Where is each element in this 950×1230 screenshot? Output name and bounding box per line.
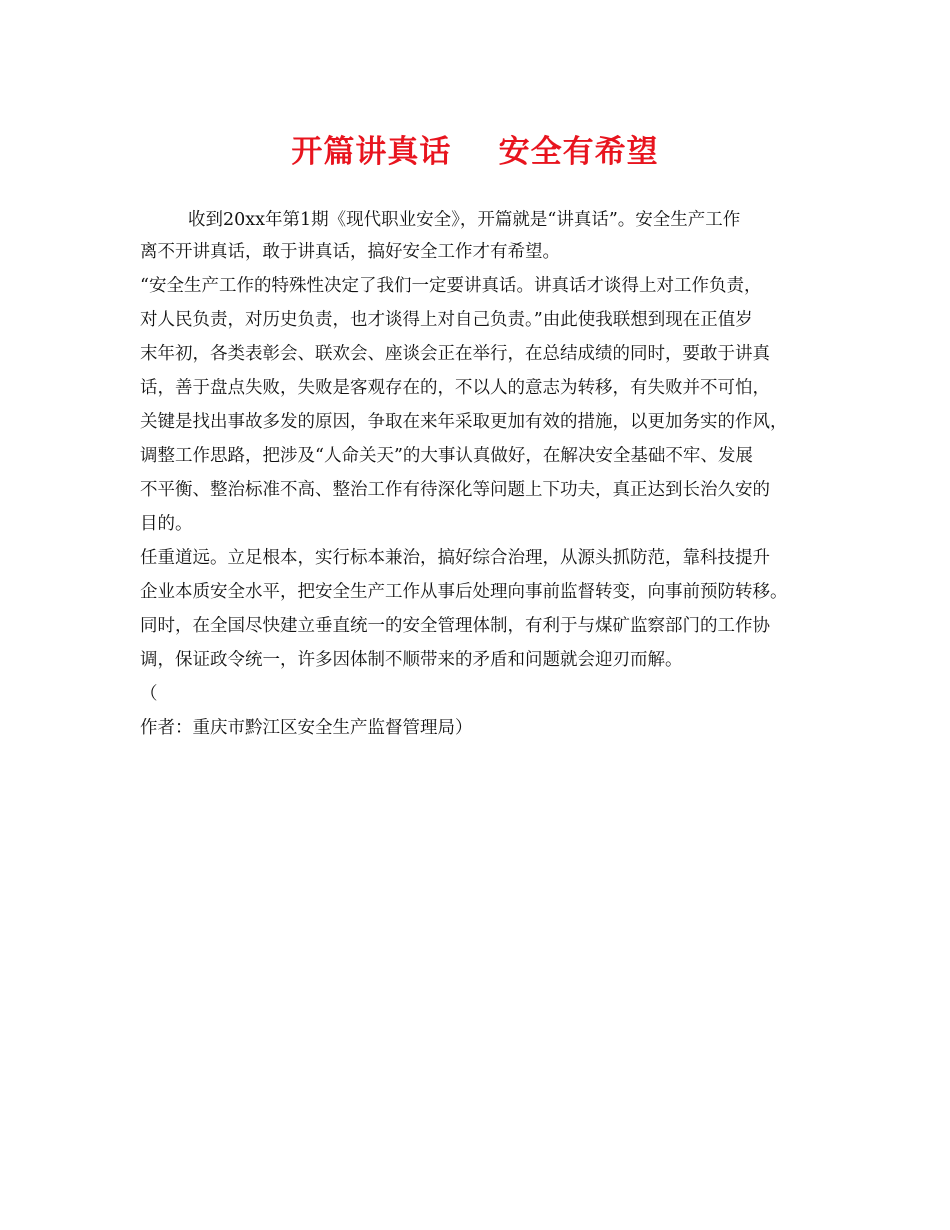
paragraph-outlook: [140, 541, 840, 677]
paragraph-intro: [140, 205, 840, 269]
paragraph-line: 目的。: [140, 514, 193, 534]
document-title: 开篇讲真话 安全有希望: [291, 134, 659, 170]
paragraph-quote: [140, 269, 840, 541]
author-note: [140, 677, 840, 745]
paragraph-line: 不平衡、整治标准不高、整治工作有待深化等问题上下功夫，真正达到长治久安的: [140, 480, 770, 500]
paragraph-line: 对人民负责，对历史负责，也才谈得上对自己负责。”由此使我联想到现在正值岁: [140, 310, 753, 330]
paragraph-line: 任重道远。立足根本，实行标本兼治，搞好综合治理，从源头抓防范，靠科技提升: [140, 548, 770, 568]
document-body: [140, 205, 840, 745]
paragraph-line: 离不开讲真话，敢于讲真话，搞好安全工作才有希望。: [140, 242, 560, 262]
paragraph-line: “安全生产工作的特殊性决定了我们一定要讲真话。讲真话才谈得上对工作负责，: [140, 276, 762, 296]
paragraph-line: 同时，在全国尽快建立垂直统一的安全管理体制，有利于与煤矿监察部门的工作协: [140, 616, 770, 636]
author-open-paren: （: [140, 684, 158, 704]
paragraph-line: 话，善于盘点失败，失败是客观存在的，不以人的意志为转移，有失败并不可怕，: [140, 378, 770, 398]
paragraph-line: 关键是找出事故多发的原因，争取在来年采取更加有效的措施，以更加务实的作风，: [140, 412, 788, 432]
paragraph-line: 收到20xx年第1期《现代职业安全》，开篇就是“讲真话”。安全生产工作: [188, 210, 741, 230]
paragraph-line: 企业本质安全水平，把安全生产工作从事后处理向事前监督转变，向事前预防转移。: [140, 582, 788, 602]
paragraph-line: 调整工作思路，把涉及“人命关天”的大事认真做好，在解决安全基础不牢、发展: [140, 446, 753, 466]
paragraph-line: 调，保证政令统一，许多因体制不顺带来的矛盾和问题就会迎刃而解。: [140, 650, 683, 670]
paragraph-line: 末年初，各类表彰会、联欢会、座谈会正在举行，在总结成绩的同时，要敢于讲真: [140, 344, 770, 364]
author-line: 作者：重庆市黔江区安全生产监督管理局）: [140, 718, 473, 738]
